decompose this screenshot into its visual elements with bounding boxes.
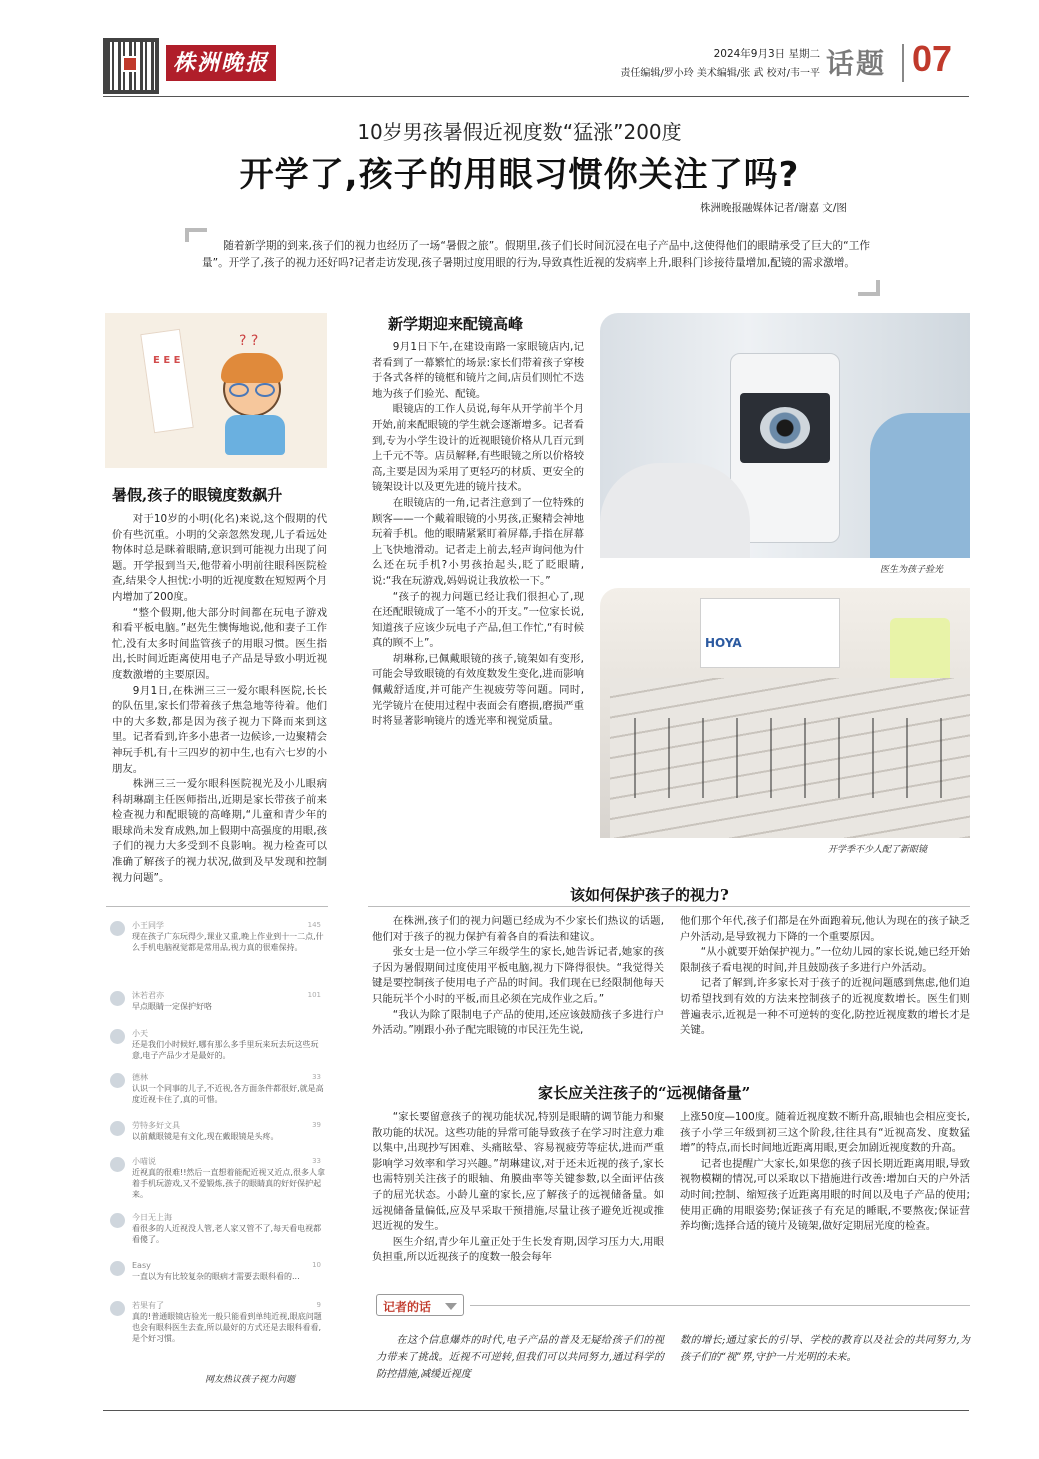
glasses-icon	[229, 383, 277, 397]
comments-caption: 网友热议孩子视力问题	[205, 1375, 296, 1385]
section-label: 话题	[826, 47, 887, 80]
hoya-sign: HOYA	[705, 636, 742, 650]
section3-paragraph: 张女士是一位小学三年级学生的家长,她告诉记者,她家的孩子因为暑假期间过度使用平板电脑,视力下降得很快。“我觉得关键是要控制孩子使用电子产品的时间。我们现在已经限制他每天只能玩半个小时的平板,而且必须在完成作业之后。”	[372, 946, 664, 1005]
section2-paragraph: 胡琳称,已佩戴眼镜的孩子,镜架如有变形,可能会导致眼镜的有效度数发生变化,进而影响佩戴舒适度,并可能产生视疲劳等问题。同时,光学镜片在使用过程中表面会有磨损,磨损严重时将显著影响镜片的透光率和视觉质量。	[372, 652, 584, 728]
comment-likes: 10	[312, 1261, 321, 1269]
header-rule	[103, 96, 969, 97]
eye-chart-letters: E E E	[153, 355, 181, 366]
comment-author: Easy	[132, 1261, 151, 1270]
section4-paragraph: 医生介绍,青少年儿童正处于生长发育期,因学习压力大,用眼负担重,所以近视孩子的度数一般会每年	[372, 1235, 664, 1264]
section-divider	[902, 44, 904, 82]
section4-col1	[372, 1110, 664, 1266]
reporter-col2: 数的增长;通过家长的引导、学校的教育以及社会的共同努力,为孩子们的“视”界,守护一片光明的未来。	[680, 1335, 970, 1363]
section2-body	[372, 340, 584, 730]
comment-item	[110, 1212, 325, 1245]
section4-paragraph: 记者也提醒广大家长,如果您的孩子因长期近距离用眼,导致视物模糊的情况,可以采取以下措施进行改善:增加白天的户外活动时间;控制、缩短孩子近距离用眼的时间以及电子产品的使用;使用正确的用眼姿势;保证孩子有充足的睡眠,不要熬夜;保证营养均衡;选择合适的镜片及镜架,做好定期屈光度的检查。	[680, 1157, 970, 1233]
photo-eye-exam	[600, 313, 970, 558]
reporter-rule	[470, 1305, 970, 1306]
question-marks: ? ?	[239, 333, 259, 349]
headline-title: 开学了,孩子的用眼习惯你关注了吗?	[239, 155, 800, 195]
comment-item	[110, 1072, 325, 1105]
comment-likes: 39	[312, 1121, 321, 1129]
section3-paragraph: 他们那个年代,孩子们都是在外面跑着玩,他认为现在的孩子缺乏户外活动,是导致视力下降的一个重要原因。	[680, 915, 970, 943]
chevron-down-icon	[445, 1303, 457, 1310]
section3-paragraph: “我认为除了限制电子产品的使用,还应该鼓励孩子多进行户外活动。”刚跟小孙子配完眼镜的市民汪先生说,	[372, 1008, 664, 1037]
cartoon-illustration	[105, 313, 327, 468]
section4-col2	[680, 1110, 970, 1235]
section3-col1	[372, 914, 664, 1039]
child-hair	[221, 353, 283, 383]
comment-text: 一直以为有比较复杂的眼病才需要去眼科看的...	[132, 1272, 300, 1281]
section3-heading: 该如何保护孩子的视力?	[570, 886, 729, 904]
comment-item	[110, 1300, 325, 1344]
photo-glasses-display	[600, 588, 970, 838]
section2-paragraph: “孩子的视力问题已经让我们很担心了,现在还配眼镜成了一笔不小的开支。”一位家长说,知道孩子应该少玩电子产品,但工作忙,“有时候真的顾不上”。	[372, 590, 584, 650]
comment-author: 小天	[132, 1029, 148, 1038]
comment-text: 还是我们小时候好,哪有那么多手里玩来玩去玩这些玩意,电子产品少才是最好的。	[132, 1040, 319, 1060]
section2-heading: 新学期迎来配镜高峰	[388, 315, 524, 333]
section3-paragraph: 在株洲,孩子们的视力问题已经成为不少家长们热议的话题,他们对于孩子的视力保护有着各自的看法和建议。	[372, 915, 664, 943]
comment-author: 若果有了	[132, 1301, 164, 1310]
section1-paragraph: 9月1日,在株洲三三一爱尔眼科医院,长长的队伍里,家长们带着孩子焦急地等待着。他们中的大多数,都是因为孩子视力下降而来到这里。记者看到,许多小患者一边候诊,一边聚精会神玩手机,有十三四岁的初中生,也有六七岁的小朋友。	[112, 684, 327, 775]
comment-likes: 33	[312, 1157, 321, 1165]
comment-author: 小喵说	[132, 1157, 156, 1166]
section1-paragraph: 对于10岁的小明(化名)来说,这个假期的代价有些沉重。小明的父亲忽然发现,儿子看远处物体时总是眯着眼睛,意识到可能视力出现了问题。开学报到当天,他带着小明前往眼科医院检查,结果令人担忧:小明的近视度数在短短两个月内增加了200度。	[112, 513, 327, 603]
section2-paragraph: 在眼镜店的一角,记者注意到了一位特殊的顾客——一个戴着眼镜的小男孩,正聚精会神地玩着手机。他的眼睛紧紧盯着屏幕,手指在屏幕上飞快地滑动。记者走上前去,轻声询问他为什么还在玩手机?小男孩抬起头,眨了眨眼睛,说:“我在玩游戏,妈妈说让我放松一下。”	[372, 496, 584, 587]
section3-rule	[368, 906, 970, 907]
comments-top-rule	[106, 906, 328, 907]
comment-author: 德林	[132, 1073, 148, 1082]
section2-paragraph: 9月1日下午,在建设南路一家眼镜店内,记者看到了一幕繁忙的场景:家长们带着孩子穿梭于各式各样的镜框和镜片之间,店员们则忙不迭地为孩子们验光、配镜。	[372, 341, 584, 400]
comment-item	[110, 920, 325, 953]
section2-paragraph: 眼镜店的工作人员说,每年从开学前半个月开始,前来配眼镜的学生就会逐渐增多。记者看到,专为小学生设计的近视眼镜价格从几百元到上千元不等。店员解释,有些眼镜之所以价格较高,主要是因为采用了更轻巧的材质、更安全的镜架设计以及更先进的镜片技术。	[372, 403, 584, 494]
comments-panel	[110, 920, 325, 1310]
comment-text: 认识一个同事的儿子,不近视,各方面条件都很好,就是高度近视卡住了,真的可惜。	[132, 1084, 324, 1104]
comment-item	[110, 1156, 325, 1200]
eye-chart-icon	[140, 329, 194, 434]
comment-item	[110, 1120, 325, 1142]
comment-item	[110, 1260, 325, 1282]
comment-text: 真的!普通眼镜店验光一般只能看到单纯近视,眼底问题也会有眼科医生去查,所以最好的方式还是去眼科看看,是个好习惯。	[132, 1312, 322, 1343]
display-board	[700, 598, 840, 668]
reporter-col1: 在这个信息爆炸的时代,电子产品的普及无疑给孩子们的视力带来了挑战。近视不可逆转,但我们可以共同努力,通过科学的防控措施,减缓近视度	[376, 1335, 664, 1380]
comment-likes: 9	[316, 1301, 321, 1309]
comment-text: 以前戴眼镜是有文化,现在戴眼镜是头疼。	[132, 1132, 279, 1141]
comment-author: 今日无上海	[132, 1213, 172, 1222]
section4-paragraph: “家长要留意孩子的视功能状况,特别是眼睛的调节能力和聚散功能的状况。这些功能的异常可能导致孩子在学习时注意力难以集中,出现抄写困难、头痛眩晕、容易视疲劳等症状,进而严重影响学习效率和学习兴趣。”胡琳建议,对于还未近视的孩子,家长也需特别关注孩子的眼轴、角膜曲率等关键参数,以全面评估孩子的屈光状态。小龄儿童的家长,应了解孩子的远视储备量。如远视储备量偏低,应及早采取干预措施,尽量让孩子避免近视或推迟近视的发生。	[372, 1111, 664, 1233]
section4-heading: 家长应关注孩子的“远视储备量”	[538, 1084, 751, 1102]
section1-body	[112, 512, 327, 886]
section3-paragraph: “从小就要开始保护视力。”一位幼儿园的家长说,她已经开始限制孩子看电视的时间,并且鼓励孩子多进行户外活动。	[680, 946, 970, 974]
headline-kicker: 10岁男孩暑假近视度数“猛涨”200度	[357, 120, 682, 144]
comment-text: 看很多的人近视没人管,老人家又管不了,每天看电视都看傻了。	[132, 1224, 322, 1244]
comment-text: 现在孩子广东玩得少,课业又重,晚上作业到十一二点,什么手机电脑视觉都是常用品,视力真的很难保持。	[132, 932, 324, 952]
section4-paragraph: 上涨50度—100度。随着近视度数不断升高,眼轴也会相应变长,孩子小学三年级到初三这个阶段,往往具有“近视高发、度数猛增”的特点,而长时间地近距离用眼,更会加剧近视度数的升高。	[680, 1111, 970, 1155]
exam-screen	[740, 393, 830, 463]
section1-paragraph: “整个假期,他大部分时间都在玩电子游戏和看平板电脑。”赵先生懊悔地说,他和妻子工作忙,没有太多时间监管孩子的用眼习惯。医生指出,长时间近距离使用电子产品是导致小明近视度数激增的主要原因。	[112, 606, 327, 681]
comment-author: 小王同学	[132, 921, 164, 930]
child-silhouette	[870, 413, 970, 558]
photo-caption-eye-exam: 医生为孩子验光	[880, 565, 944, 575]
qr-corner-mark	[122, 56, 138, 72]
page-number: 07	[912, 38, 953, 79]
comment-text: 近视真的很难!!然后一直想着能配近视又近点,很多人拿着手机玩游戏,又不爱锻炼,孩子的眼睛真的好好保护起来。	[132, 1168, 325, 1199]
comment-likes: 101	[307, 991, 321, 999]
issue-date: 2024年9月3日 星期二	[713, 48, 820, 60]
comment-author: 沐若君亦	[132, 991, 164, 1000]
glasses-row	[620, 718, 950, 798]
comment-likes: 33	[312, 1073, 321, 1081]
footer-rule	[103, 1410, 969, 1411]
byline: 株洲晚报融媒体记者/谢嘉 文/图	[700, 202, 847, 214]
doctor-silhouette	[600, 463, 750, 558]
lead-box-corner-br	[858, 280, 880, 296]
section1-paragraph: 株洲三三一爱尔眼科医院视光及小儿眼病科胡琳副主任医师指出,近期是家长带孩子前来检查视力和配眼镜的高峰期,“儿童和青少年的眼球尚未发育成熟,加上假期中高强度的用眼,孩子们的视力大多受到不良影响。视力检查可以准确了解孩子的视力状况,做到及早发现和控制视力问题”。	[112, 778, 327, 884]
eye-image	[760, 407, 810, 449]
comment-likes: 145	[307, 921, 321, 929]
newspaper-logo: 株洲晚报	[166, 45, 276, 81]
child-body	[225, 415, 285, 455]
editor-credits: 责任编辑/罗小玲 美术编辑/张 武 校对/韦一平	[620, 68, 820, 79]
section3-paragraph: 记者了解到,许多家长对于孩子的近视问题感到焦虑,他们迫切希望找到有效的方法来控制孩子的近视度数增长。医生们则普遍表示,近视是一种不可逆转的变化,防控近视度数的增长才是关键。	[680, 977, 970, 1037]
reporter-label: 记者的话	[383, 1300, 432, 1314]
comment-item	[110, 990, 325, 1012]
photo-caption-glasses: 开学季不少人配了新眼镜	[828, 845, 928, 855]
comment-author: 劳特多好文具	[132, 1121, 180, 1130]
comments-panel-lower	[110, 1300, 325, 1360]
section1-heading: 暑假,孩子的眼镜度数飙升	[112, 486, 283, 504]
section3-col2	[680, 914, 970, 1039]
reporter-label-box	[376, 1294, 464, 1316]
lead-paragraph: 随着新学期的到来,孩子们的视力也经历了一场“暑假之旅”。假期里,孩子们长时间沉浸在电子产品中,这使得他们的眼睛承受了巨大的“工作量”。开学了,孩子的视力还好吗?记者走访发现,孩子暑期过度用眼的行为,导致真性近视的发病率上升,眼科门诊接待量增加,配镜的需求激增。	[202, 240, 870, 269]
comment-item	[110, 1028, 325, 1061]
comment-text: 早点眼睛一定保护好咯	[132, 1002, 212, 1011]
